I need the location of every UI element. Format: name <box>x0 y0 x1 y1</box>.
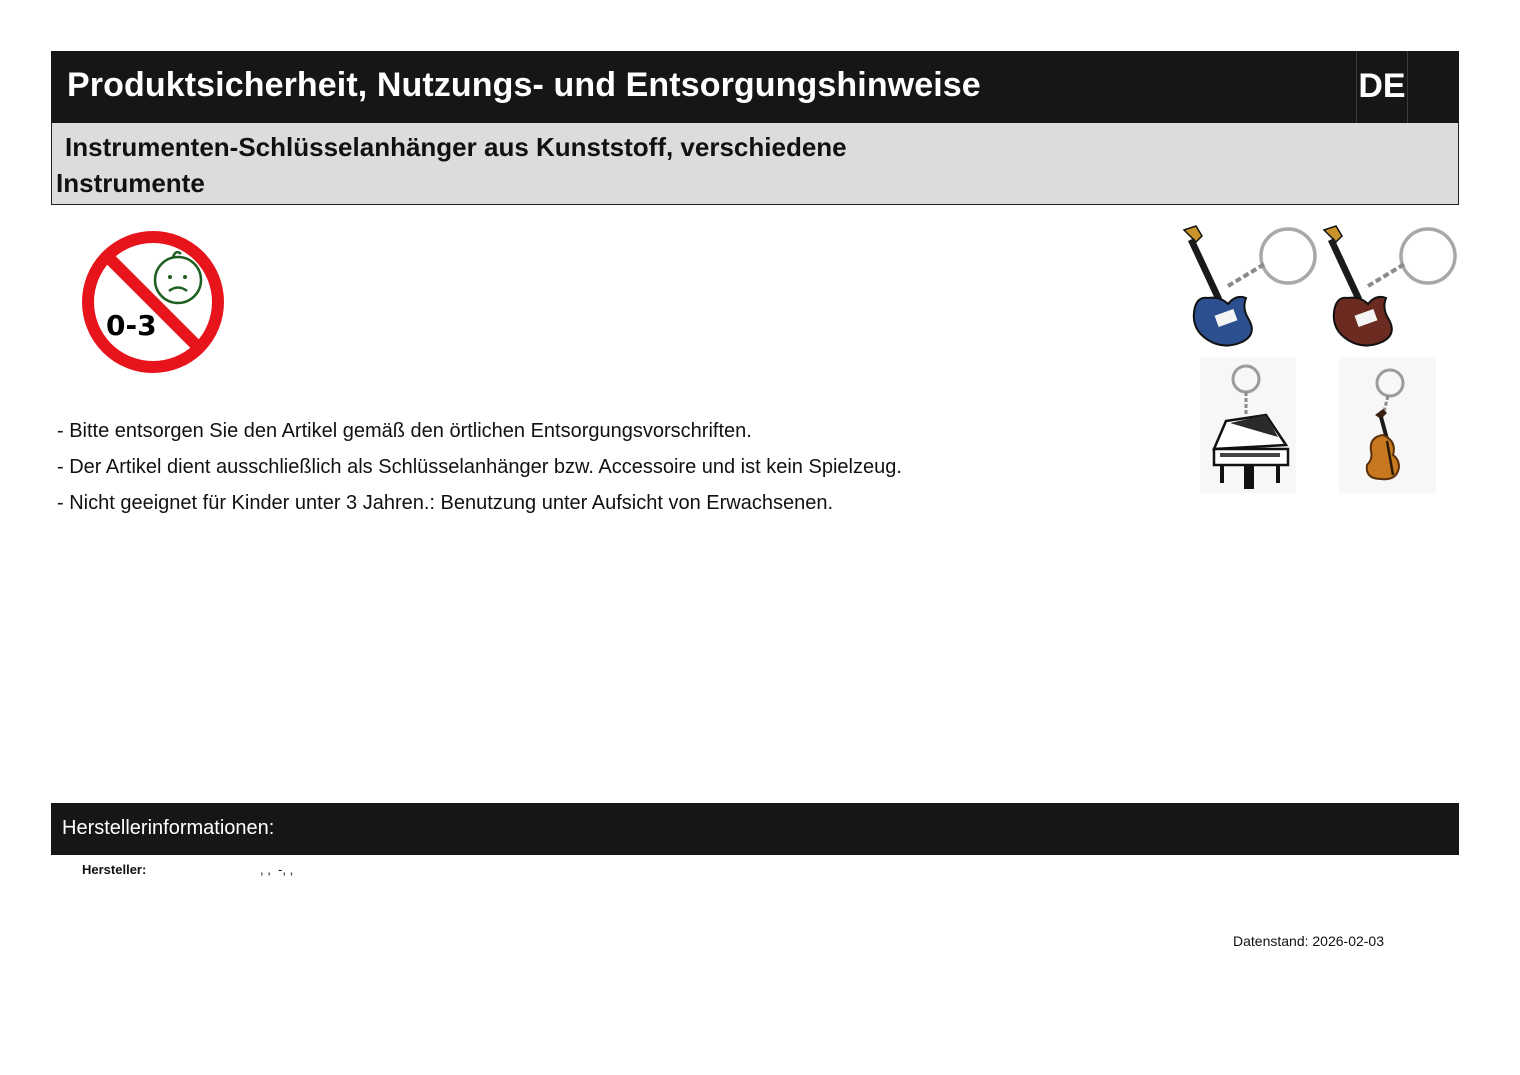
page-title: Produktsicherheit, Nutzungs- und Entsorgungshinweise <box>67 66 981 104</box>
manufacturer-value: , , -, , <box>260 862 294 877</box>
manufacturer-section-header <box>51 803 1459 855</box>
note-disposal: - Bitte entsorgen Sie den Artikel gemäß den örtlichen Entsorgungsvorschriften. <box>57 420 752 442</box>
guitar-keychain-brown-image <box>1318 220 1458 352</box>
sad-face-icon <box>155 252 201 303</box>
data-date: Datenstand: 2026-02-03 <box>1233 933 1384 949</box>
no-children-0-3-icon <box>78 228 228 376</box>
product-name: Instrumenten-Schlüsselanhänger aus Kunststoff, verschiedene Instrumente <box>56 132 847 198</box>
manufacturer-label: Hersteller: <box>82 862 147 877</box>
note-not-a-toy: - Der Artikel dient ausschließlich als Schlüsselanhänger bzw. Accessoire und ist kein Spielzeug. <box>57 456 902 478</box>
guitar-keychain-blue-image <box>1178 220 1318 352</box>
manufacturer-section-title: Herstellerinformationen: <box>62 817 275 839</box>
safety-notes <box>57 413 902 521</box>
violin-keychain-image <box>1339 357 1436 493</box>
age-label: 0-3 <box>106 309 157 342</box>
product-subtitle-bar <box>51 123 1459 205</box>
title-bar <box>51 51 1459 123</box>
piano-keychain-image <box>1200 357 1296 493</box>
note-age-restriction: - Nicht geeignet für Kinder unter 3 Jahren.: Benutzung unter Aufsicht von Erwachsenen. <box>57 492 834 514</box>
language-code: DE <box>1356 51 1408 123</box>
